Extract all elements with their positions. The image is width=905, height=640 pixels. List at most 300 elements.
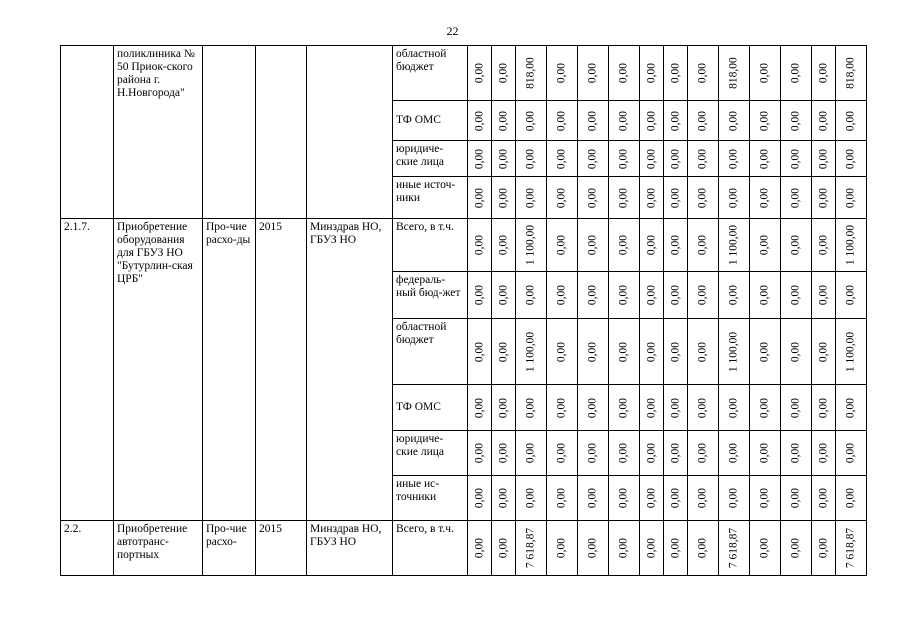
amount-cell bbox=[609, 476, 640, 521]
amount-cell bbox=[781, 141, 812, 177]
amount-cell bbox=[664, 385, 688, 431]
amount-value: 0,00 bbox=[817, 187, 829, 208]
amount-value: 0,00 bbox=[758, 487, 771, 509]
item-code: 2.1.7. bbox=[61, 219, 114, 521]
amount-cell bbox=[492, 46, 516, 101]
amount-cell bbox=[836, 385, 867, 431]
amount-cell bbox=[688, 177, 719, 219]
amount-value: 0,00 bbox=[473, 234, 485, 256]
amount-value: 0,00 bbox=[497, 110, 509, 131]
amount-cell bbox=[492, 272, 516, 319]
funding-source-label: федераль-ный бюд-жет bbox=[393, 272, 468, 319]
amount-value: 0,00 bbox=[524, 110, 537, 131]
amount-value: 0,00 bbox=[789, 187, 802, 208]
amount-value: 0,00 bbox=[524, 442, 537, 464]
amount-cell bbox=[750, 431, 781, 476]
amount-cell bbox=[750, 141, 781, 177]
amount-value: 0,00 bbox=[696, 487, 709, 509]
amount-cell bbox=[640, 476, 664, 521]
amount-cell bbox=[640, 521, 664, 576]
amount-cell bbox=[492, 521, 516, 576]
amount-value: 0,00 bbox=[669, 110, 681, 131]
amount-value: 0,00 bbox=[645, 148, 657, 169]
amount-value: 0,00 bbox=[817, 284, 829, 306]
amount-value: 7 618,87 bbox=[844, 527, 857, 569]
amount-cell bbox=[468, 521, 492, 576]
amount-value: 0,00 bbox=[617, 341, 630, 362]
amount-value: 0,00 bbox=[817, 148, 829, 169]
amount-cell bbox=[578, 141, 609, 177]
amount-cell bbox=[547, 521, 578, 576]
amount-value: 0,00 bbox=[524, 284, 537, 306]
amount-value: 0,00 bbox=[696, 397, 709, 418]
amount-value: 0,00 bbox=[645, 187, 657, 208]
amount-value: 0,00 bbox=[817, 487, 829, 509]
amount-value: 0,00 bbox=[789, 62, 802, 84]
amount-cell bbox=[719, 431, 750, 476]
amount-value: 0,00 bbox=[555, 487, 568, 509]
amount-value: 0,00 bbox=[645, 537, 657, 559]
amount-value: 0,00 bbox=[617, 397, 630, 418]
amount-value: 0,00 bbox=[696, 284, 709, 306]
amount-value: 0,00 bbox=[727, 148, 740, 169]
amount-value: 0,00 bbox=[696, 187, 709, 208]
amount-cell bbox=[688, 272, 719, 319]
amount-value: 0,00 bbox=[669, 537, 681, 559]
amount-value: 0,00 bbox=[497, 487, 509, 509]
amount-value: 0,00 bbox=[497, 234, 509, 256]
amount-cell bbox=[750, 177, 781, 219]
amount-value: 0,00 bbox=[727, 442, 740, 464]
amount-cell bbox=[468, 319, 492, 385]
amount-cell bbox=[812, 521, 836, 576]
table-row bbox=[61, 521, 867, 576]
amount-cell bbox=[578, 476, 609, 521]
amount-value: 0,00 bbox=[586, 442, 599, 464]
amount-cell bbox=[547, 141, 578, 177]
amount-cell bbox=[664, 521, 688, 576]
amount-value: 1 100,00 bbox=[524, 224, 537, 266]
amount-cell bbox=[836, 219, 867, 272]
amount-value: 0,00 bbox=[817, 341, 829, 362]
item-name: Приобретение автотранс-портных bbox=[114, 521, 203, 576]
amount-value: 0,00 bbox=[669, 397, 681, 418]
item-name: Приобретение оборудования для ГБУЗ НО "Бутурлин-ская ЦРБ" bbox=[114, 219, 203, 521]
amount-value: 0,00 bbox=[817, 62, 829, 84]
amount-value: 0,00 bbox=[473, 110, 485, 131]
amount-cell bbox=[547, 101, 578, 141]
amount-cell bbox=[468, 101, 492, 141]
amount-cell bbox=[719, 476, 750, 521]
amount-cell bbox=[547, 385, 578, 431]
amount-cell bbox=[750, 101, 781, 141]
amount-value: 0,00 bbox=[645, 397, 657, 418]
amount-cell bbox=[468, 177, 492, 219]
amount-cell bbox=[664, 141, 688, 177]
amount-cell bbox=[688, 46, 719, 101]
amount-value: 0,00 bbox=[669, 234, 681, 256]
amount-value: 0,00 bbox=[844, 397, 857, 418]
amount-cell bbox=[578, 431, 609, 476]
funding-source-label: ТФ ОМС bbox=[393, 385, 468, 431]
amount-cell bbox=[492, 141, 516, 177]
amount-cell bbox=[688, 141, 719, 177]
amount-cell bbox=[609, 219, 640, 272]
amount-cell bbox=[609, 101, 640, 141]
funding-source-label: юридиче-ские лица bbox=[393, 431, 468, 476]
amount-value: 0,00 bbox=[645, 110, 657, 131]
amount-value: 0,00 bbox=[758, 148, 771, 169]
amount-cell bbox=[719, 319, 750, 385]
amount-cell bbox=[609, 141, 640, 177]
amount-value: 0,00 bbox=[696, 62, 709, 84]
amount-value: 0,00 bbox=[696, 341, 709, 362]
funding-source-label: ТФ ОМС bbox=[393, 101, 468, 141]
amount-value: 0,00 bbox=[669, 341, 681, 362]
amount-cell bbox=[492, 101, 516, 141]
amount-value: 0,00 bbox=[555, 397, 568, 418]
amount-value: 0,00 bbox=[669, 284, 681, 306]
amount-cell bbox=[664, 431, 688, 476]
item-year bbox=[256, 46, 307, 219]
amount-cell bbox=[836, 46, 867, 101]
amount-value: 0,00 bbox=[617, 62, 630, 84]
amount-cell bbox=[750, 521, 781, 576]
amount-cell bbox=[578, 272, 609, 319]
amount-cell bbox=[516, 46, 547, 101]
amount-cell bbox=[688, 319, 719, 385]
funding-source-label: иные источ-ники bbox=[393, 177, 468, 219]
amount-value: 0,00 bbox=[727, 487, 740, 509]
amount-cell bbox=[664, 476, 688, 521]
amount-value: 0,00 bbox=[696, 442, 709, 464]
amount-cell bbox=[750, 476, 781, 521]
amount-value: 0,00 bbox=[696, 537, 709, 559]
amount-cell bbox=[468, 141, 492, 177]
amount-cell bbox=[750, 385, 781, 431]
amount-value: 0,00 bbox=[586, 148, 599, 169]
amount-cell bbox=[547, 177, 578, 219]
amount-value: 0,00 bbox=[555, 537, 568, 559]
amount-value: 0,00 bbox=[669, 442, 681, 464]
amount-cell bbox=[719, 385, 750, 431]
amount-cell bbox=[836, 476, 867, 521]
amount-cell bbox=[468, 431, 492, 476]
amount-value: 0,00 bbox=[497, 442, 509, 464]
amount-cell bbox=[547, 476, 578, 521]
amount-cell bbox=[578, 177, 609, 219]
amount-value: 0,00 bbox=[497, 284, 509, 306]
amount-value: 0,00 bbox=[758, 397, 771, 418]
amount-value: 1 100,00 bbox=[844, 224, 857, 266]
amount-cell bbox=[812, 272, 836, 319]
amount-value: 0,00 bbox=[758, 442, 771, 464]
amount-cell bbox=[664, 177, 688, 219]
amount-value: 0,00 bbox=[497, 187, 509, 208]
table-row bbox=[61, 219, 867, 272]
amount-value: 818,00 bbox=[524, 57, 537, 89]
amount-value: 0,00 bbox=[645, 234, 657, 256]
amount-value: 0,00 bbox=[586, 341, 599, 362]
amount-cell bbox=[719, 141, 750, 177]
item-year: 2015 bbox=[256, 521, 307, 576]
amount-cell bbox=[719, 46, 750, 101]
amount-cell bbox=[836, 101, 867, 141]
amount-cell bbox=[609, 177, 640, 219]
amount-cell bbox=[609, 521, 640, 576]
amount-value: 0,00 bbox=[645, 487, 657, 509]
amount-cell bbox=[812, 101, 836, 141]
amount-value: 0,00 bbox=[844, 148, 857, 169]
amount-cell bbox=[516, 141, 547, 177]
amount-cell bbox=[664, 101, 688, 141]
amount-value: 0,00 bbox=[617, 148, 630, 169]
amount-value: 0,00 bbox=[524, 148, 537, 169]
amount-value: 0,00 bbox=[758, 62, 771, 84]
amount-cell bbox=[719, 521, 750, 576]
amount-value: 0,00 bbox=[473, 442, 485, 464]
amount-cell bbox=[492, 476, 516, 521]
amount-cell bbox=[516, 272, 547, 319]
amount-value: 0,00 bbox=[473, 187, 485, 208]
funding-source-label: Всего, в т.ч. bbox=[393, 219, 468, 272]
amount-value: 0,00 bbox=[844, 110, 857, 131]
amount-value: 0,00 bbox=[617, 284, 630, 306]
amount-value: 0,00 bbox=[617, 537, 630, 559]
amount-cell bbox=[516, 476, 547, 521]
amount-cell bbox=[468, 476, 492, 521]
amount-cell bbox=[640, 141, 664, 177]
amount-value: 0,00 bbox=[586, 487, 599, 509]
amount-value: 0,00 bbox=[555, 110, 568, 131]
amount-cell bbox=[812, 385, 836, 431]
funding-source-label: юридиче-ские лица bbox=[393, 141, 468, 177]
amount-cell bbox=[578, 46, 609, 101]
amount-cell bbox=[812, 177, 836, 219]
amount-cell bbox=[468, 46, 492, 101]
amount-cell bbox=[547, 46, 578, 101]
amount-cell bbox=[664, 46, 688, 101]
amount-cell bbox=[719, 177, 750, 219]
table-row bbox=[61, 46, 867, 101]
item-executor: Минздрав НО, ГБУЗ НО bbox=[307, 521, 393, 576]
amount-cell bbox=[468, 219, 492, 272]
amount-cell bbox=[688, 431, 719, 476]
amount-value: 0,00 bbox=[497, 341, 509, 362]
amount-value: 0,00 bbox=[758, 341, 771, 362]
amount-cell bbox=[468, 385, 492, 431]
amount-value: 0,00 bbox=[817, 110, 829, 131]
amount-cell bbox=[781, 385, 812, 431]
amount-cell bbox=[688, 385, 719, 431]
item-executor bbox=[307, 46, 393, 219]
funding-source-label: областной бюджет bbox=[393, 46, 468, 101]
amount-cell bbox=[547, 431, 578, 476]
amount-value: 0,00 bbox=[524, 487, 537, 509]
amount-value: 0,00 bbox=[727, 110, 740, 131]
page-number: 22 bbox=[446, 24, 459, 38]
item-executor: Минздрав НО, ГБУЗ НО bbox=[307, 219, 393, 521]
amount-cell bbox=[640, 431, 664, 476]
amount-cell bbox=[609, 385, 640, 431]
amount-value: 0,00 bbox=[696, 148, 709, 169]
item-code: 2.2. bbox=[61, 521, 114, 576]
amount-value: 0,00 bbox=[669, 148, 681, 169]
amount-value: 0,00 bbox=[586, 234, 599, 256]
amount-value: 0,00 bbox=[758, 187, 771, 208]
amount-value: 0,00 bbox=[555, 187, 568, 208]
amount-cell bbox=[781, 521, 812, 576]
amount-cell bbox=[781, 319, 812, 385]
amount-value: 0,00 bbox=[645, 284, 657, 306]
amount-value: 0,00 bbox=[555, 234, 568, 256]
amount-value: 0,00 bbox=[497, 148, 509, 169]
amount-value: 0,00 bbox=[617, 442, 630, 464]
amount-value: 0,00 bbox=[696, 234, 709, 256]
amount-value: 7 618,87 bbox=[524, 527, 537, 569]
amount-value: 0,00 bbox=[555, 442, 568, 464]
amount-value: 0,00 bbox=[844, 187, 857, 208]
amount-cell bbox=[609, 319, 640, 385]
item-code bbox=[61, 46, 114, 219]
amount-value: 0,00 bbox=[758, 537, 771, 559]
amount-value: 0,00 bbox=[617, 234, 630, 256]
amount-cell bbox=[750, 219, 781, 272]
amount-value: 0,00 bbox=[727, 397, 740, 418]
amount-value: 7 618,87 bbox=[727, 527, 740, 569]
amount-cell bbox=[836, 319, 867, 385]
amount-cell bbox=[578, 385, 609, 431]
amount-cell bbox=[640, 272, 664, 319]
amount-cell bbox=[812, 141, 836, 177]
amount-cell bbox=[516, 521, 547, 576]
amount-value: 0,00 bbox=[758, 234, 771, 256]
amount-value: 0,00 bbox=[645, 442, 657, 464]
amount-cell bbox=[547, 219, 578, 272]
amount-cell bbox=[781, 272, 812, 319]
amount-cell bbox=[836, 521, 867, 576]
amount-value: 0,00 bbox=[473, 62, 485, 84]
amount-value: 0,00 bbox=[696, 110, 709, 131]
amount-cell bbox=[664, 272, 688, 319]
amount-cell bbox=[812, 219, 836, 272]
amount-cell bbox=[640, 101, 664, 141]
item-year: 2015 bbox=[256, 219, 307, 521]
amount-value: 0,00 bbox=[497, 397, 509, 418]
amount-value: 0,00 bbox=[817, 537, 829, 559]
amount-value: 0,00 bbox=[727, 284, 740, 306]
amount-cell bbox=[492, 385, 516, 431]
amount-cell bbox=[719, 219, 750, 272]
amount-cell bbox=[516, 101, 547, 141]
item-name: поликлиника № 50 Приок-ского района г. Н.Новгорода" bbox=[114, 46, 203, 219]
amount-value: 0,00 bbox=[524, 187, 537, 208]
expense-type: Про-чие расхо-ды bbox=[203, 219, 256, 521]
amount-value: 0,00 bbox=[586, 110, 599, 131]
amount-value: 0,00 bbox=[617, 187, 630, 208]
amount-value: 0,00 bbox=[497, 62, 509, 84]
amount-value: 0,00 bbox=[789, 442, 802, 464]
amount-value: 0,00 bbox=[586, 187, 599, 208]
amount-value: 0,00 bbox=[497, 537, 509, 559]
amount-value: 0,00 bbox=[473, 284, 485, 306]
amount-value: 0,00 bbox=[758, 284, 771, 306]
amount-cell bbox=[578, 319, 609, 385]
amount-value: 0,00 bbox=[617, 487, 630, 509]
amount-cell bbox=[578, 521, 609, 576]
amount-cell bbox=[688, 219, 719, 272]
amount-value: 0,00 bbox=[844, 487, 857, 509]
amount-value: 0,00 bbox=[789, 284, 802, 306]
amount-cell bbox=[688, 101, 719, 141]
amount-value: 0,00 bbox=[789, 234, 802, 256]
amount-cell bbox=[547, 319, 578, 385]
amount-value: 0,00 bbox=[555, 62, 568, 84]
amount-cell bbox=[640, 319, 664, 385]
amount-cell bbox=[492, 219, 516, 272]
amount-cell bbox=[664, 319, 688, 385]
amount-value: 0,00 bbox=[669, 62, 681, 84]
amount-value: 0,00 bbox=[789, 110, 802, 131]
amount-value: 818,00 bbox=[727, 57, 740, 89]
amount-value: 1 100,00 bbox=[727, 224, 740, 266]
amount-value: 0,00 bbox=[645, 341, 657, 362]
amount-value: 0,00 bbox=[617, 110, 630, 131]
amount-cell bbox=[781, 101, 812, 141]
amount-cell bbox=[547, 272, 578, 319]
amount-cell bbox=[516, 319, 547, 385]
amount-value: 0,00 bbox=[669, 187, 681, 208]
amount-cell bbox=[516, 177, 547, 219]
amount-value: 0,00 bbox=[789, 487, 802, 509]
amount-value: 818,00 bbox=[844, 57, 857, 89]
amount-value: 0,00 bbox=[555, 284, 568, 306]
amount-cell bbox=[812, 46, 836, 101]
amount-cell bbox=[836, 431, 867, 476]
amount-value: 0,00 bbox=[473, 341, 485, 362]
amount-cell bbox=[516, 385, 547, 431]
funding-source-label: областной бюджет bbox=[393, 319, 468, 385]
amount-cell bbox=[640, 46, 664, 101]
amount-value: 0,00 bbox=[473, 397, 485, 418]
amount-value: 0,00 bbox=[586, 284, 599, 306]
amount-value: 0,00 bbox=[473, 537, 485, 559]
amount-cell bbox=[781, 476, 812, 521]
amount-cell bbox=[492, 431, 516, 476]
amount-cell bbox=[516, 219, 547, 272]
budget-table bbox=[60, 45, 867, 576]
amount-value: 0,00 bbox=[844, 284, 857, 306]
amount-value: 0,00 bbox=[789, 537, 802, 559]
amount-cell bbox=[640, 177, 664, 219]
amount-value: 0,00 bbox=[524, 397, 537, 418]
amount-cell bbox=[836, 141, 867, 177]
amount-value: 0,00 bbox=[817, 234, 829, 256]
amount-value: 0,00 bbox=[586, 62, 599, 84]
amount-cell bbox=[750, 319, 781, 385]
amount-cell bbox=[812, 476, 836, 521]
amount-cell bbox=[781, 431, 812, 476]
amount-cell bbox=[836, 177, 867, 219]
amount-value: 0,00 bbox=[789, 397, 802, 418]
amount-value: 0,00 bbox=[473, 148, 485, 169]
funding-source-label: Всего, в т.ч. bbox=[393, 521, 468, 576]
amount-cell bbox=[516, 431, 547, 476]
amount-cell bbox=[578, 219, 609, 272]
amount-cell bbox=[640, 385, 664, 431]
amount-value: 1 100,00 bbox=[524, 331, 537, 372]
amount-cell bbox=[719, 101, 750, 141]
